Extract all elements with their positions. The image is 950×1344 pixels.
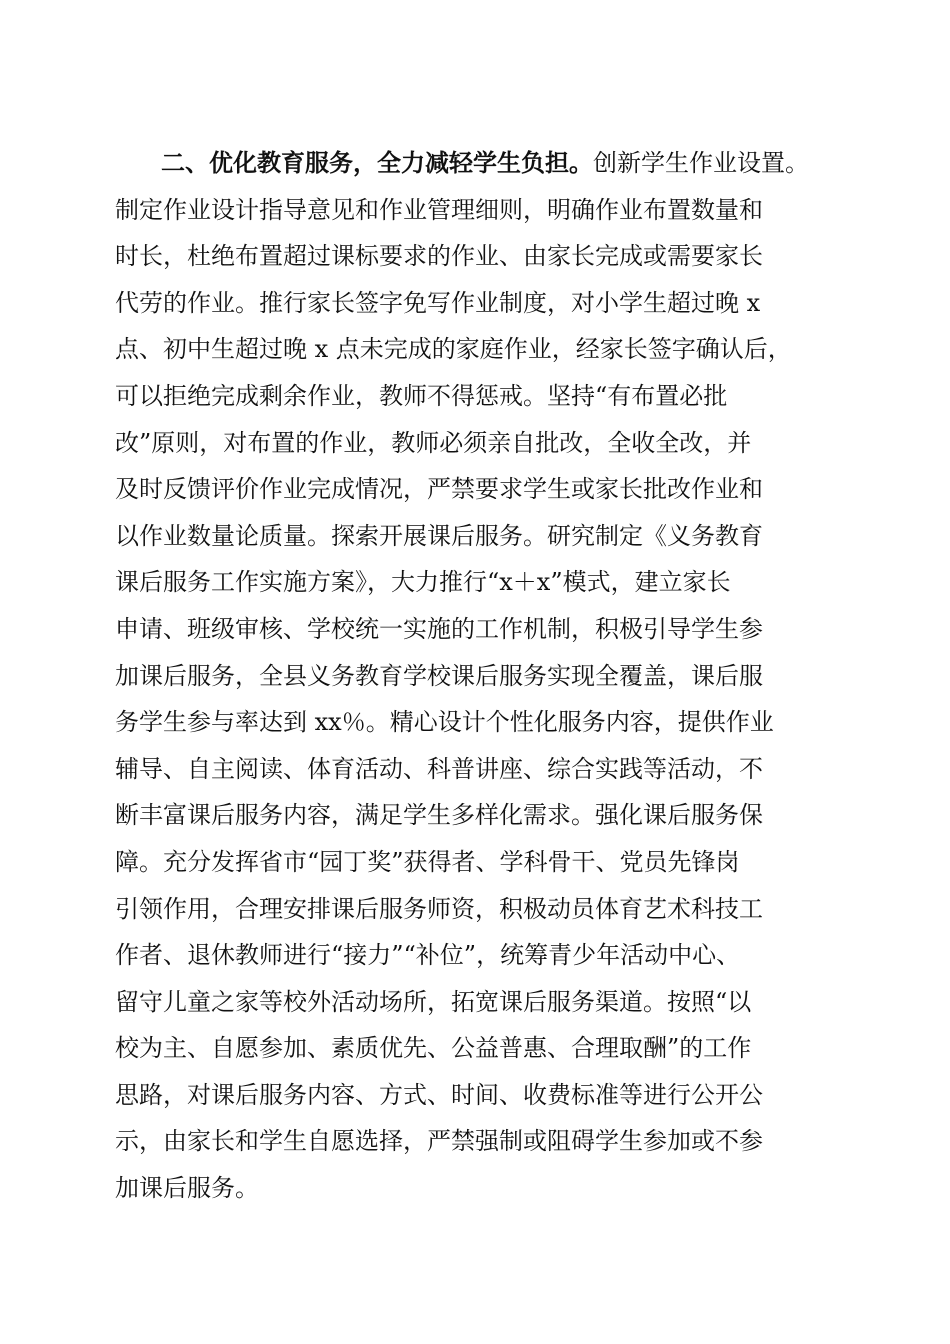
first-line-text: 创新学生作业设置。 — [593, 149, 809, 177]
paragraph-first-line — [115, 140, 855, 187]
text-line: 制定作业设计指导意见和作业管理细则，明确作业布置数量和 — [115, 195, 763, 224]
text-line: 课后服务工作实施方案》，大力推行“x＋x”模式，建立家长 — [115, 568, 731, 597]
text-line: 以作业数量论质量。探索开展课后服务。研究制定《义务教育 — [115, 521, 763, 550]
text-line: 障。充分发挥省市“园丁奖”获得者、学科骨干、党员先锋岗 — [115, 847, 740, 876]
text-line: 及时反馈评价作业完成情况，严禁要求学生或家长批改作业和 — [115, 475, 763, 504]
text-line: 引领作用，合理安排课后服务师资，积极动员体育艺术科技工 — [115, 894, 763, 923]
text-line: 辅导、自主阅读、体育活动、科普讲座、综合实践等活动，不 — [115, 754, 763, 783]
text-line: 断丰富课后服务内容，满足学生多样化需求。强化课后服务保 — [115, 801, 763, 830]
text-line: 务学生参与率达到 xx％。精心设计个性化服务内容，提供作业 — [115, 708, 774, 737]
text-line: 示，由家长和学生自愿选择，严禁强制或阻碍学生参加或不参 — [115, 1127, 763, 1156]
text-line: 思路，对课后服务内容、方式、时间、收费标准等进行公开公 — [115, 1080, 763, 1109]
body-paragraph — [115, 140, 855, 1212]
text-line: 作者、退休教师进行“接力”“补位”，统筹青少年活动中心、 — [115, 941, 741, 970]
text-line: 留守儿童之家等校外活动场所，拓宽课后服务渠道。按照“以 — [115, 987, 752, 1016]
text-line: 校为主、自愿参加、素质优先、公益普惠、合理取酬”的工作 — [115, 1034, 752, 1063]
text-line: 代劳的作业。推行家长签字免写作业制度，对小学生超过晚 x — [115, 288, 761, 317]
text-line: 加课后服务，全县义务教育学校课后服务实现全覆盖，课后服 — [115, 661, 763, 690]
text-line: 加课后服务。 — [115, 1174, 259, 1203]
text-line: 可以拒绝完成剩余作业，教师不得惩戒。坚持“有布置必批 — [115, 381, 728, 410]
text-line: 改”原则，对布置的作业，教师必须亲自批改，全收全改，并 — [115, 428, 752, 457]
text-line: 时长，杜绝布置超过课标要求的作业、由家长完成或需要家长 — [115, 242, 763, 271]
section-heading: 二、优化教育服务，全力减轻学生负担。 — [161, 149, 593, 177]
text-line: 申请、班级审核、学校统一实施的工作机制，积极引导学生参 — [115, 614, 763, 643]
text-line: 点、初中生超过晚 x 点未完成的家庭作业，经家长签字确认后， — [115, 335, 792, 364]
